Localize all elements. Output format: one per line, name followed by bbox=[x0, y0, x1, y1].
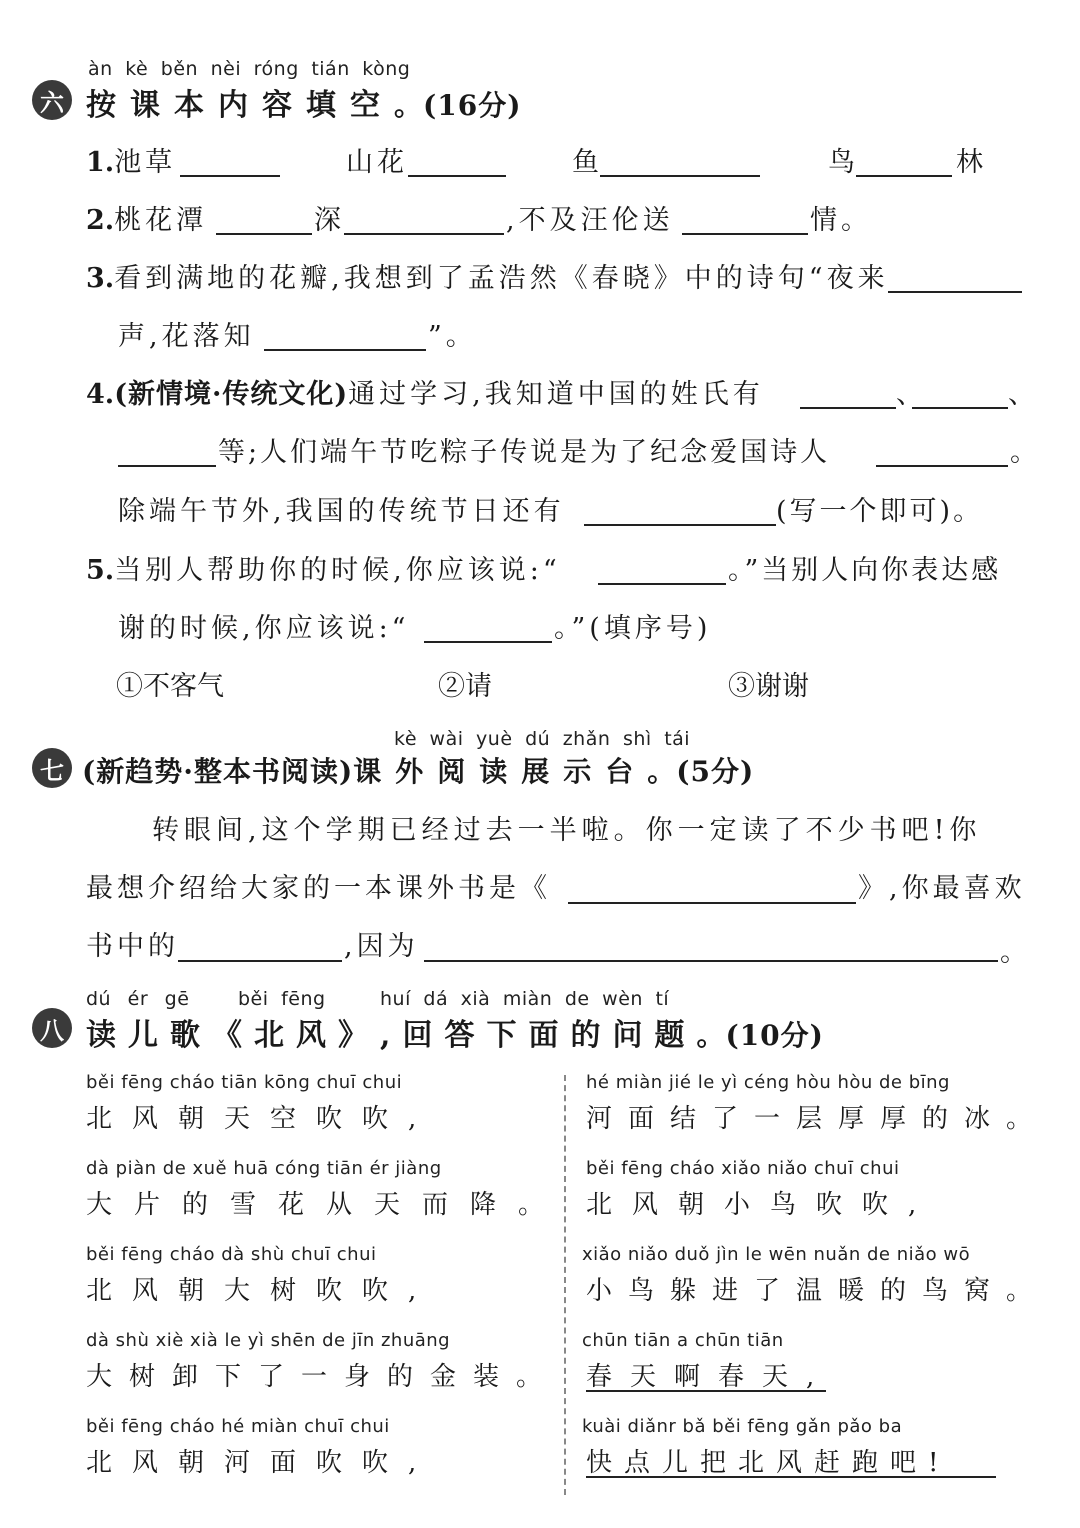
q4-end2: 。 bbox=[1010, 437, 1041, 468]
q3-blank-1[interactable] bbox=[888, 291, 1022, 293]
section6-pinyin: àn kè běn nèi róng tián kòng bbox=[88, 58, 411, 80]
q5-number: 5. bbox=[86, 555, 115, 586]
poem-right-line-4: 春天啊春天, bbox=[586, 1362, 833, 1392]
q4-sep-1: 、 bbox=[896, 379, 927, 410]
section6-score: 。(16分) bbox=[394, 89, 522, 122]
q1-text-e: 林 bbox=[956, 147, 987, 178]
q4-line3a: 除端午节外,我国的传统节日还有 bbox=[118, 496, 565, 527]
section8-pinyin-2: běi fēng bbox=[238, 988, 326, 1010]
poem-left-py-2: dà piàn de xuě huā cóng tiān ér jiàng bbox=[86, 1158, 442, 1179]
q4-line2a: 等;人们端午节吃粽子传说是为了纪念爱国诗人 bbox=[218, 437, 831, 468]
poem-left-py-3: běi fēng cháo dà shù chuī chui bbox=[86, 1244, 377, 1265]
section8-badge: 八 bbox=[32, 1008, 72, 1048]
q5-line1a: 当别人帮助你的时候,你应该说:“ bbox=[114, 555, 561, 586]
q5-line2b: 。”(填序号) bbox=[554, 613, 712, 644]
q2-text-b: 深 bbox=[314, 205, 345, 236]
section8-pinyin-3: huí dá xià miàn de wèn tí bbox=[380, 988, 670, 1010]
q4-number: 4. bbox=[86, 379, 115, 410]
q4-blank-4[interactable] bbox=[876, 465, 1008, 467]
q4-row bbox=[86, 372, 764, 411]
poem-left-line-4: 大树卸下了一身的金装。 bbox=[86, 1362, 560, 1392]
poem-underline-2 bbox=[586, 1476, 996, 1478]
poem-left-py-1: běi fēng cháo tiān kōng chuī chui bbox=[86, 1072, 403, 1093]
q4-blank-1[interactable] bbox=[800, 407, 896, 409]
q1-blank-3[interactable] bbox=[600, 175, 760, 177]
q5-blank-1[interactable] bbox=[598, 583, 726, 585]
poem-right-py-2: běi fēng cháo xiǎo niǎo chuī chui bbox=[586, 1158, 900, 1179]
poem-left-line-1: 北风朝天空吹吹, bbox=[86, 1104, 437, 1134]
section8-pinyin-1: dú ér gē bbox=[86, 988, 190, 1010]
section7-blank-1[interactable] bbox=[568, 902, 856, 904]
section7-badge: 七 bbox=[32, 748, 72, 788]
poem-right-py-1: hé miàn jié le yì céng hòu hòu de bīng bbox=[586, 1072, 950, 1093]
option-1: ①不客气 bbox=[116, 671, 224, 702]
poem-right-py-5: kuài diǎnr bǎ běi fēng gǎn pǎo ba bbox=[582, 1416, 903, 1437]
option-2: ②请 bbox=[438, 671, 492, 702]
q3-line2b: ”。 bbox=[428, 321, 477, 352]
poem-right-line-2: 北风朝小鸟吹吹, bbox=[586, 1190, 937, 1220]
poem-underline-1 bbox=[586, 1390, 826, 1392]
section7-title bbox=[82, 750, 754, 790]
section8-title-text: 读儿歌《北风》,回答下面的问题 bbox=[86, 1018, 697, 1053]
section6-title bbox=[86, 80, 521, 124]
q2-text-a: 桃花潭 bbox=[114, 205, 208, 236]
section7-line3b: ,因为 bbox=[344, 931, 419, 962]
q5-row bbox=[86, 548, 561, 587]
poem-left-line-5: 北风朝河面吹吹, bbox=[86, 1448, 437, 1478]
q4-blank-5[interactable] bbox=[584, 524, 776, 526]
section6-badge: 六 bbox=[32, 80, 72, 120]
poem-right-line-1: 河面结了一层厚厚的冰。 bbox=[586, 1104, 1049, 1134]
q2-number: 2. bbox=[86, 205, 115, 236]
q2-row bbox=[86, 198, 207, 237]
q1-text-c: 鱼 bbox=[572, 147, 603, 178]
section7-line2a: 最想介绍给大家的一本课外书是《 bbox=[86, 873, 551, 904]
q1-number: 1. bbox=[86, 147, 115, 178]
section7-pinyin: kè wài yuè dú zhǎn shì tái bbox=[394, 728, 691, 750]
q5-blank-2[interactable] bbox=[424, 641, 552, 643]
section7-tag: (新趋势·整本书阅读) bbox=[82, 755, 354, 788]
q4-line1: 通过学习,我知道中国的姓氏有 bbox=[348, 379, 764, 410]
q3-line1: 看到满地的花瓣,我想到了孟浩然《春晓》中的诗句“夜来 bbox=[114, 263, 889, 294]
q1-blank-1[interactable] bbox=[180, 175, 280, 177]
section7-blank-2[interactable] bbox=[178, 960, 342, 962]
q4-blank-3[interactable] bbox=[118, 465, 216, 467]
q2-text-d: 情。 bbox=[810, 205, 872, 236]
section7-line3a: 书中的 bbox=[86, 931, 179, 962]
q2-blank-1[interactable] bbox=[216, 233, 312, 235]
q3-blank-2[interactable] bbox=[264, 349, 426, 351]
section7-title-text: 课外阅读展示台 bbox=[353, 755, 648, 788]
poem-right-py-4: chūn tiān a chūn tiān bbox=[582, 1330, 784, 1351]
option-3: ③谢谢 bbox=[728, 671, 809, 702]
section7-line1: 转眼间,这个学期已经过去一半啦。你一定读了不少书吧!你 bbox=[152, 815, 982, 846]
q2-blank-2[interactable] bbox=[344, 233, 504, 235]
poem-divider bbox=[564, 1075, 566, 1495]
q4-tag: (新情境·传统文化) bbox=[114, 379, 349, 410]
q1-blank-2[interactable] bbox=[408, 175, 506, 177]
q3-row bbox=[86, 256, 889, 295]
q5-line1b: 。”当别人向你表达感 bbox=[728, 555, 1002, 586]
q1-text-b: 山花 bbox=[346, 147, 408, 178]
q2-blank-3[interactable] bbox=[682, 233, 808, 235]
poem-left-line-3: 北风朝大树吹吹, bbox=[86, 1276, 437, 1306]
q1-blank-4[interactable] bbox=[856, 175, 952, 177]
section7-line3c: 。 bbox=[1000, 937, 1031, 968]
q1-row bbox=[86, 140, 176, 179]
section7-line2b: 》,你最喜欢 bbox=[858, 873, 1026, 904]
q4-sep-2: 、 bbox=[1008, 379, 1039, 410]
q5-line2a: 谢的时候,你应该说:“ bbox=[118, 613, 410, 644]
section7-blank-3[interactable] bbox=[424, 960, 998, 962]
q4-blank-2[interactable] bbox=[912, 407, 1008, 409]
section8-score: 。(10分) bbox=[696, 1019, 824, 1052]
poem-left-line-2: 大片的雪花从天而降。 bbox=[86, 1190, 567, 1220]
poem-left-py-4: dà shù xiè xià le yì shēn de jīn zhuāng bbox=[86, 1330, 451, 1351]
q4-line3b: (写一个即可)。 bbox=[776, 496, 984, 527]
section8-title bbox=[86, 1010, 824, 1054]
poem-left-py-5: běi fēng cháo hé miàn chuī chui bbox=[86, 1416, 390, 1437]
q1-text-a: 池草 bbox=[114, 147, 177, 178]
poem-right-py-3: xiǎo niǎo duǒ jìn le wēn nuǎn de niǎo wō bbox=[582, 1244, 971, 1265]
section7-score: 。(5分) bbox=[647, 755, 755, 788]
q2-text-c: ,不及汪伦送 bbox=[506, 205, 674, 236]
section6-title-text: 按课本内容填空 bbox=[86, 88, 394, 123]
q1-text-d: 鸟 bbox=[828, 147, 859, 178]
poem-right-line-5: 快点儿把北风赶跑吧! bbox=[586, 1448, 951, 1478]
poem-right-line-3: 小鸟躲进了温暖的鸟窝。 bbox=[586, 1276, 1049, 1306]
q3-line2a: 声,花落知 bbox=[118, 321, 255, 352]
q3-number: 3. bbox=[86, 263, 115, 294]
